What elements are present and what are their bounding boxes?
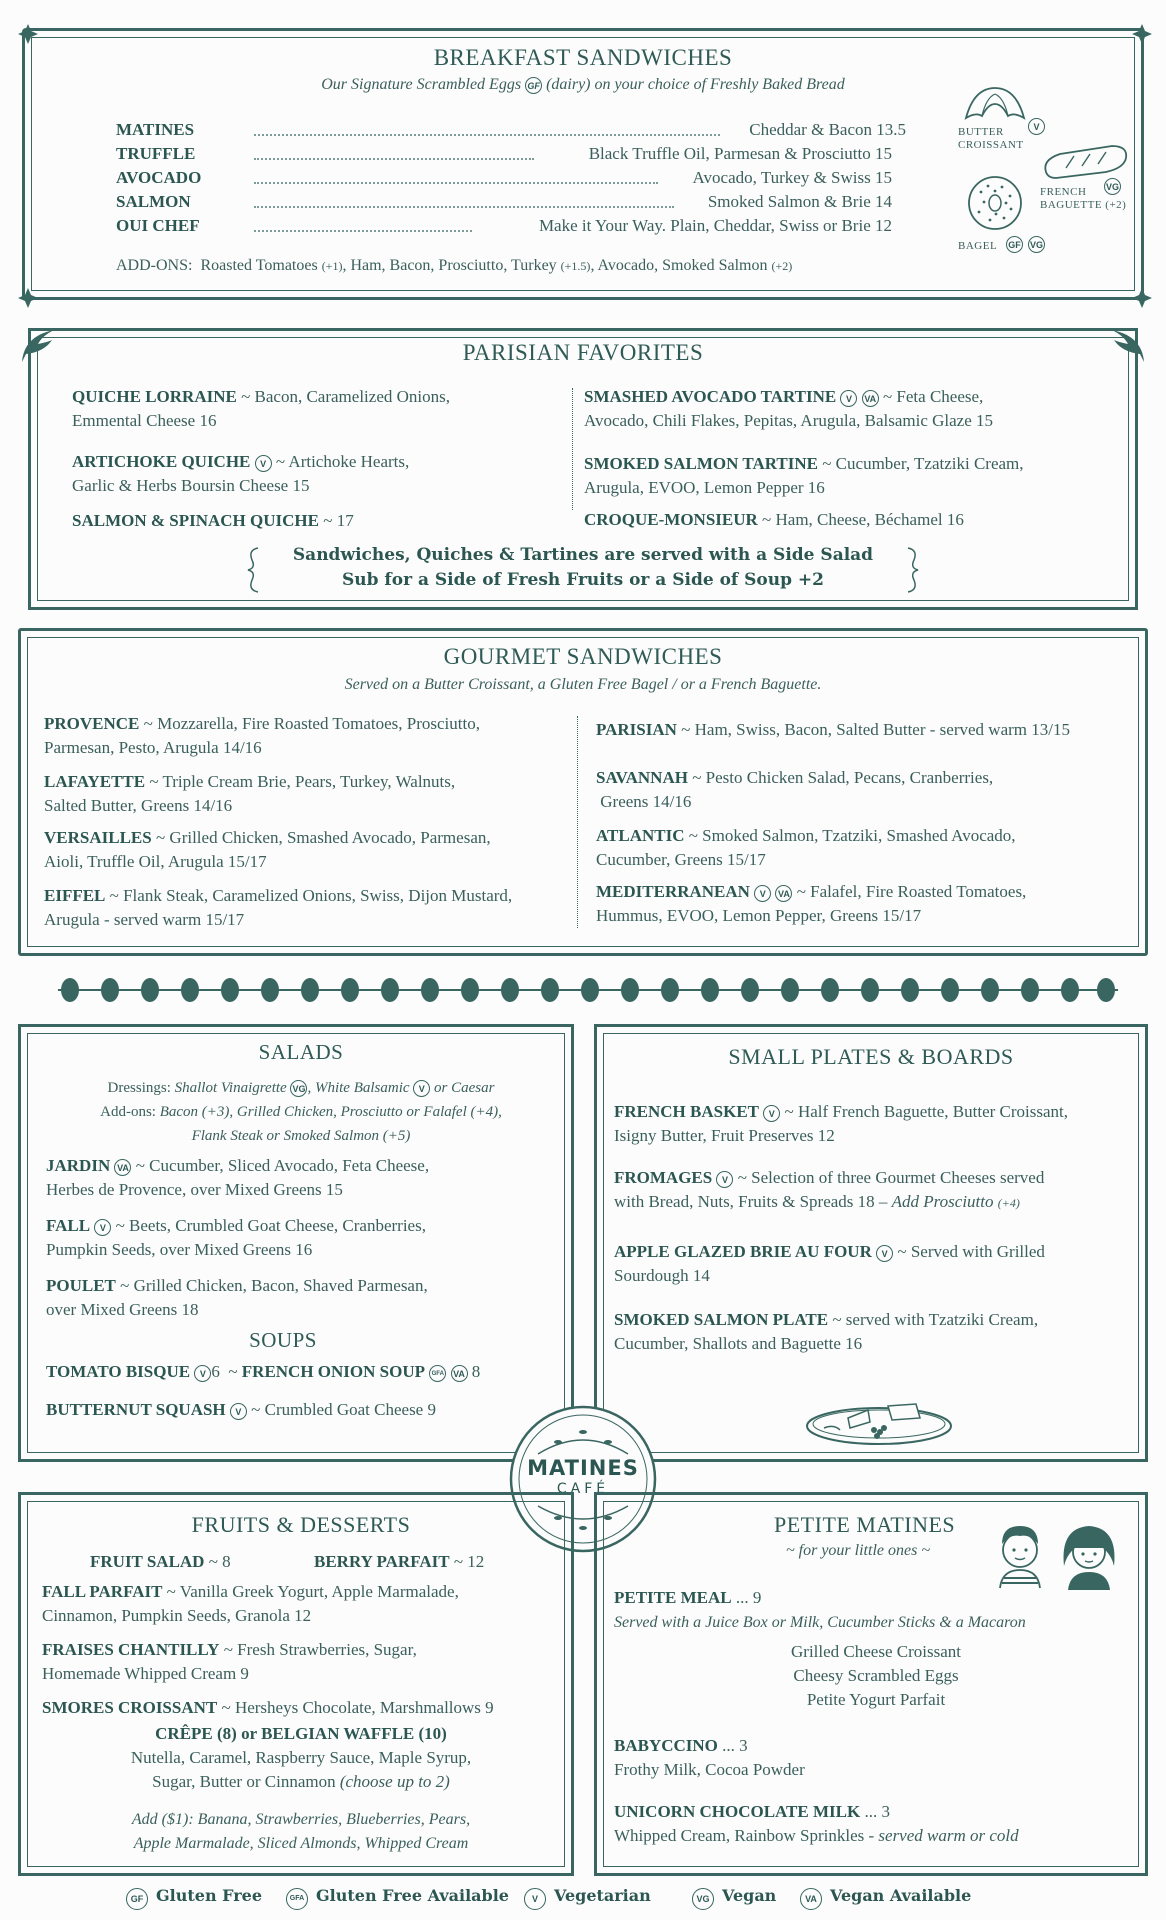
gourmet-provence [44, 712, 574, 760]
salads-dressings [18, 1076, 584, 1148]
list-item [116, 166, 906, 190]
item-desc-2: Emmental Cheese 16 [72, 411, 217, 430]
vegetarian-icon: V [524, 1888, 546, 1910]
salad-jardin [46, 1154, 566, 1202]
gourmet-mediterranean [596, 880, 1136, 928]
item-price: ... 9 [735, 1588, 762, 1607]
item-name: SALMON [116, 192, 191, 211]
parisian-avocado-tartine [584, 385, 1124, 433]
addon-a: Roasted Tomatoes [200, 257, 318, 274]
plate-apple-brie [614, 1240, 1140, 1288]
vegetarian-icon: V [754, 885, 771, 902]
item-name: FRAISES CHANTILLY [42, 1640, 220, 1659]
vegan-available-icon: VA [862, 390, 879, 407]
item-name: POULET [46, 1276, 116, 1295]
column-divider [577, 716, 578, 928]
item-name: FRENCH ONION SOUP [241, 1362, 426, 1381]
gluten-free-available-icon: GFA [286, 1888, 308, 1910]
item-name: CRÊPE (8) or BELGIAN WAFFLE (10) [155, 1724, 447, 1743]
item-desc: ~ Cucumber, Sliced Avocado, Feta Cheese, [135, 1156, 430, 1175]
ornamental-band-icon [58, 970, 1118, 1010]
item-desc-2: Herbes de Provence, over Mixed Greens 15 [46, 1180, 343, 1199]
item-desc: ~ Artichoke Hearts, [275, 452, 410, 471]
petite-title: PETITE MATINES [774, 1512, 956, 1537]
vegan-icon: VG [1028, 236, 1045, 253]
item-name: FRUIT SALAD [90, 1552, 205, 1571]
addon-b-price: (+1.5) [560, 259, 591, 273]
soup-row-2 [46, 1398, 436, 1422]
item-name: ARTICHOKE QUICHE [72, 452, 251, 471]
item-desc: ~ Served with Grilled [897, 1242, 1045, 1261]
list-item [116, 214, 906, 238]
list-item [116, 118, 906, 142]
salad-fall [46, 1214, 566, 1262]
small-plates-title: SMALL PLATES & BOARDS [728, 1044, 1014, 1069]
item-desc: ~ Vanilla Greek Yogurt, Apple Marmalade, [166, 1582, 459, 1601]
item-name: ATLANTIC [596, 826, 685, 845]
bread-croissant-line1: BUTTER [958, 126, 1004, 138]
item-desc: ~ Falafel, Fire Roasted Tomatoes, [796, 882, 1027, 901]
vegetarian-icon: V [413, 1080, 430, 1097]
note-line-2: Sub for a Side of Fresh Fruits or a Side of Soup +2 [341, 570, 825, 590]
gluten-free-icon: GF [525, 77, 542, 94]
petite-subtitle: ~ for your little ones ~ [786, 1542, 930, 1559]
item-name: SMASHED AVOCADO TARTINE [584, 387, 837, 406]
item-desc: ~ Pesto Chicken Salad, Pecans, Cranberries, [692, 768, 994, 787]
item-desc: ~ Triple Cream Brie, Pears, Turkey, Walnuts, [149, 772, 456, 791]
item-price: ... 3 [864, 1802, 890, 1821]
item-desc: ~ Half French Baguette, Butter Croissant, [784, 1102, 1068, 1121]
dressing-c: or Caesar [434, 1080, 495, 1096]
bracket-left-icon [246, 546, 262, 594]
gluten-free-available-icon: GFA [429, 1365, 446, 1382]
breakfast-subtitle-b: (dairy) on your choice of Freshly Baked Bread [546, 76, 845, 93]
gourmet-savannah [596, 766, 1136, 814]
item-name: CROQUE-MONSIEUR [584, 510, 758, 529]
gourmet-lafayette [44, 770, 574, 818]
item-desc: Frothy Milk, Cocoa Powder [614, 1760, 805, 1779]
list-item [116, 142, 906, 166]
legend [0, 1884, 1166, 1914]
dot-leader [254, 158, 534, 160]
item-addon: Add Prosciutto [891, 1192, 994, 1211]
bagel-icon [966, 174, 1024, 232]
vegetarian-icon: V [1028, 118, 1045, 135]
item-name: SALMON & SPINACH QUICHE [72, 511, 319, 530]
item-name: BERRY PARFAIT [314, 1552, 450, 1571]
item-name: FRENCH BASKET [614, 1102, 759, 1121]
addons-line-2: Apple Marmalade, Sliced Almonds, Whipped Cream [133, 1835, 469, 1852]
column-divider [572, 388, 573, 510]
vegan-available-icon: VA [800, 1888, 822, 1910]
item-name: OUI CHEF [116, 216, 200, 235]
addon-a-price: (+1) [321, 259, 343, 273]
item-name: EIFFEL [44, 886, 106, 905]
legend-vegan: Vegan [722, 1886, 777, 1905]
dressings-label: Dressings: [107, 1080, 171, 1096]
vegetarian-icon: V [94, 1219, 111, 1236]
fruits-row-1 [90, 1550, 231, 1574]
item-name: TRUFFLE [116, 144, 196, 163]
item-desc-2: Cucumber, Shallots and Baguette 16 [614, 1334, 863, 1353]
addons-label: ADD-ONS: [116, 257, 193, 274]
child-girl-icon [1056, 1518, 1122, 1590]
vegan-available-icon: VA [775, 885, 792, 902]
item-name: FALL [46, 1216, 91, 1235]
corner-ornament-icon [1130, 286, 1154, 310]
bracket-right-icon [904, 546, 920, 594]
item-name: FROMAGES [614, 1168, 713, 1187]
item-name: JARDIN [46, 1156, 111, 1175]
item-desc: Avocado, Turkey & Swiss 15 [692, 168, 892, 187]
vegetarian-icon: V [763, 1105, 780, 1122]
addon-b: , Ham, Bacon, Prosciutto, Turkey [342, 257, 557, 274]
vegetarian-icon: V [840, 390, 857, 407]
corner-ornament-icon [16, 286, 40, 310]
item-desc-2: Avocado, Chili Flakes, Pepitas, Arugula, Balsamic Glaze 15 [584, 411, 994, 430]
breakfast-title: BREAKFAST SANDWICHES [433, 45, 733, 70]
petite-meal-options [594, 1640, 1158, 1712]
vegetarian-icon: V [194, 1365, 211, 1382]
bread-label-bagel: BAGEL [958, 240, 998, 252]
gluten-free-icon: GF [126, 1888, 148, 1910]
item-desc-2: over Mixed Greens 18 [46, 1300, 199, 1319]
item-name: VERSAILLES [44, 828, 152, 847]
plate-french-basket [614, 1100, 1140, 1148]
item-note: served warm or cold [878, 1826, 1019, 1845]
parisian-quiche-lorraine [72, 385, 572, 433]
breakfast-addons [116, 254, 792, 278]
salads-title: SALADS [258, 1040, 344, 1064]
child-boy-icon [990, 1520, 1050, 1590]
dot-leader [254, 182, 658, 184]
croissant-icon [962, 82, 1028, 126]
item-name: QUICHE LORRAINE [72, 387, 237, 406]
dressing-b: , White Balsamic [307, 1080, 410, 1096]
item-desc: Served with a Juice Box or Milk, Cucumber Sticks & a Macaron [614, 1614, 1026, 1631]
gourmet-title: GOURMET SANDWICHES [443, 644, 723, 669]
item-price: ~ 8 [208, 1552, 231, 1571]
item-desc: ~ Grilled Chicken, Smashed Avocado, Parmesan, [155, 828, 491, 847]
salad-poulet [46, 1274, 566, 1322]
addons-line-2: Flank Steak or Smoked Salmon (+5) [191, 1128, 411, 1144]
item-addon-price: (+4) [997, 1196, 1020, 1210]
parisian-artichoke-quiche [72, 450, 572, 498]
item-desc-2: Arugula, EVOO, Lemon Pepper 16 [584, 478, 825, 497]
item-name: PROVENCE [44, 714, 140, 733]
item-desc-2: Arugula - served warm 15/17 [44, 910, 245, 929]
item-desc-2: Sugar, Butter or Cinnamon [152, 1772, 336, 1791]
item-name: SMORES CROISSANT [42, 1698, 218, 1717]
dot-leader [254, 134, 720, 136]
item-name: SMOKED SALMON PLATE [614, 1310, 829, 1329]
item-name: TOMATO BISQUE [46, 1362, 191, 1381]
item-desc: ~ Fresh Strawberries, Sugar, [223, 1640, 417, 1659]
item-desc: Nutella, Caramel, Raspberry Sauce, Maple Syrup, [130, 1748, 472, 1767]
vegan-icon: VG [290, 1080, 307, 1097]
fruit-fall-parfait [42, 1580, 572, 1628]
item-desc-2: Salted Butter, Greens 14/16 [44, 796, 233, 815]
item-desc-2: Aioli, Truffle Oil, Arugula 15/17 [44, 852, 267, 871]
plate-smoked-salmon [614, 1308, 1140, 1356]
fruits-title: FRUITS & DESSERTS [191, 1512, 411, 1537]
gourmet-atlantic [596, 824, 1136, 872]
item-name: FALL PARFAIT [42, 1582, 163, 1601]
petite-meal [614, 1586, 1144, 1635]
item-desc-2: Parmesan, Pesto, Arugula 14/16 [44, 738, 262, 757]
meal-option: Petite Yogurt Parfait [806, 1690, 946, 1709]
item-name: PARISIAN [596, 720, 677, 739]
item-name: LAFAYETTE [44, 772, 146, 791]
parisian-salmon-quiche [72, 509, 572, 533]
petite-unicorn [614, 1800, 1144, 1848]
item-price: ~ 12 [453, 1552, 485, 1571]
addons-label: Add-ons: [100, 1104, 156, 1120]
legend-gluten-free: Gluten Free [156, 1886, 263, 1905]
meal-option: Cheesy Scrambled Eggs [793, 1666, 959, 1685]
item-name: APPLE GLAZED BRIE AU FOUR [614, 1242, 872, 1261]
item-desc: Black Truffle Oil, Parmesan & Prosciutto 15 [588, 144, 892, 163]
item-desc: ~ Flank Steak, Caramelized Onions, Swiss, Dijon Mustard, [109, 886, 513, 905]
item-desc-2: Homemade Whipped Cream 9 [42, 1664, 249, 1683]
item-desc-2: Garlic & Herbs Boursin Cheese 15 [72, 476, 310, 495]
logo-line-2: CAFÉ [556, 1481, 610, 1497]
item-desc-2: Hummus, EVOO, Lemon Pepper, Greens 15/17 [596, 906, 922, 925]
vegan-available-icon: VA [451, 1365, 468, 1382]
bread-baguette-line1: FRENCH [1040, 186, 1087, 198]
item-desc-2: Cucumber, Greens 15/17 [596, 850, 766, 869]
gourmet-subtitle: Served on a Butter Croissant, a Gluten Free Bagel / or a French Baguette. [344, 676, 822, 693]
addon-c-price: (+2) [771, 259, 793, 273]
item-desc: ~ Ham, Cheese, Béchamel 16 [762, 510, 964, 529]
logo-line-1: MATINES [527, 1456, 639, 1480]
bread-croissant-line2: CROISSANT [958, 139, 1024, 151]
cheese-board-icon [804, 1392, 954, 1448]
addons-line-1: Add ($1): Banana, Strawberries, Blueberries, Pears, [131, 1811, 471, 1828]
corner-ornament-icon [16, 22, 40, 46]
parisian-croque-monsieur [584, 508, 1124, 532]
dot-leader [254, 206, 674, 208]
separator: ~ [228, 1362, 238, 1381]
vegetarian-icon: V [716, 1171, 733, 1188]
item-desc: ~ Selection of three Gourmet Cheeses served [737, 1168, 1045, 1187]
item-name: MATINES [116, 120, 195, 139]
item-desc: ~ Bacon, Caramelized Onions, [241, 387, 450, 406]
item-desc-2: Pumpkin Seeds, over Mixed Greens 16 [46, 1240, 313, 1259]
note-line-1: Sandwiches, Quiches & Tartines are served with a Side Salad [292, 545, 874, 565]
vegetarian-icon: V [230, 1403, 247, 1420]
item-desc: Cheddar & Bacon 13.5 [749, 120, 906, 139]
fruits-row-1b [314, 1550, 484, 1574]
item-desc: ~ Ham, Swiss, Bacon, Salted Butter - served warm 13/15 [681, 720, 1070, 739]
parisian-note [28, 543, 1138, 593]
legend-vegan-available: Vegan Available [830, 1886, 972, 1905]
item-desc: Whipped Cream, Rainbow Sprinkles - [614, 1826, 875, 1845]
petite-babyccino [614, 1734, 1144, 1782]
item-price: ... 3 [722, 1736, 748, 1755]
dressing-a: Shallot Vinaigrette [174, 1080, 287, 1096]
item-name: PETITE MEAL [614, 1588, 732, 1607]
item-name: BABYCCINO [614, 1736, 718, 1755]
fruit-fraises [42, 1638, 572, 1686]
item-note: (choose up to 2) [339, 1772, 450, 1791]
soup-row-1 [46, 1360, 480, 1384]
item-desc: ~ Cucumber, Tzatziki Cream, [822, 454, 1024, 473]
item-desc: ~ Smoked Salmon, Tzatziki, Smashed Avocado, [688, 826, 1016, 845]
addons-line-1: Bacon (+3), Grilled Chicken, Prosciutto or Falafel (+4), [159, 1104, 502, 1120]
item-price: 8 [471, 1362, 481, 1381]
vegan-icon: VG [1104, 178, 1121, 195]
item-desc: Make it Your Way. Plain, Cheddar, Swiss or Brie 12 [538, 216, 892, 235]
item-desc-2: Sourdough 14 [614, 1266, 710, 1285]
item-name: SMOKED SALMON TARTINE [584, 454, 818, 473]
soups-title: SOUPS [249, 1328, 317, 1352]
item-name: UNICORN CHOCOLATE MILK [614, 1802, 861, 1821]
item-price: 6 [211, 1362, 220, 1381]
item-name: AVOCADO [116, 168, 202, 187]
item-desc: ~ Feta Cheese, [882, 387, 984, 406]
legend-vegetarian: Vegetarian [554, 1886, 651, 1905]
item-desc: Smoked Salmon & Brie 14 [707, 192, 892, 211]
item-name: BUTTERNUT SQUASH [46, 1400, 226, 1419]
corner-ornament-icon [1130, 22, 1154, 46]
fruit-smores [42, 1696, 494, 1720]
item-desc: ~ served with Tzatziki Cream, [832, 1310, 1039, 1329]
parisian-title: PARISIAN FAVORITES [462, 340, 704, 365]
vegan-available-icon: VA [114, 1159, 131, 1176]
fruit-crepe [18, 1722, 584, 1794]
breakfast-list [116, 118, 906, 238]
item-desc: ~ 17 [323, 511, 354, 530]
item-desc-2: Greens 14/16 [600, 792, 692, 811]
item-desc-2: Cinnamon, Pumpkin Seeds, Granola 12 [42, 1606, 312, 1625]
meal-option: Grilled Cheese Croissant [791, 1642, 961, 1661]
item-desc: ~ Crumbled Goat Cheese 9 [251, 1400, 436, 1419]
plate-fromages [614, 1166, 1140, 1215]
bread-label-croissant [958, 126, 1024, 152]
item-desc: ~ Hersheys Chocolate, Marshmallows 9 [221, 1698, 494, 1717]
item-name: SAVANNAH [596, 768, 688, 787]
gourmet-eiffel [44, 884, 584, 932]
gluten-free-icon: GF [1006, 236, 1023, 253]
vegetarian-icon: V [255, 455, 272, 472]
breakfast-subtitle-a: Our Signature Scrambled Eggs [321, 76, 522, 93]
item-desc: ~ Grilled Chicken, Bacon, Shaved Parmesan, [120, 1276, 428, 1295]
item-desc: ~ Beets, Crumbled Goat Cheese, Cranberries, [115, 1216, 426, 1235]
list-item [116, 190, 906, 214]
dot-leader [254, 230, 472, 232]
addon-c: , Avocado, Smoked Salmon [590, 257, 768, 274]
baguette-icon [1040, 142, 1130, 182]
item-desc-2: Isigny Butter, Fruit Preserves 12 [614, 1126, 835, 1145]
legend-gluten-free-available: Gluten Free Available [316, 1886, 509, 1905]
vegetarian-icon: V [876, 1245, 893, 1262]
parisian-salmon-tartine [584, 452, 1124, 500]
gourmet-versailles [44, 826, 574, 874]
fruit-addons [18, 1808, 584, 1856]
item-desc: ~ Mozzarella, Fire Roasted Tomatoes, Prosciutto, [143, 714, 480, 733]
bread-baguette-line2: BAGUETTE (+2) [1040, 199, 1127, 211]
item-desc-2: with Bread, Nuts, Fruits & Spreads 18 – [614, 1192, 888, 1211]
vegan-icon: VG [692, 1888, 714, 1910]
item-name: MEDITERRANEAN [596, 882, 750, 901]
gourmet-parisian [596, 718, 1136, 742]
